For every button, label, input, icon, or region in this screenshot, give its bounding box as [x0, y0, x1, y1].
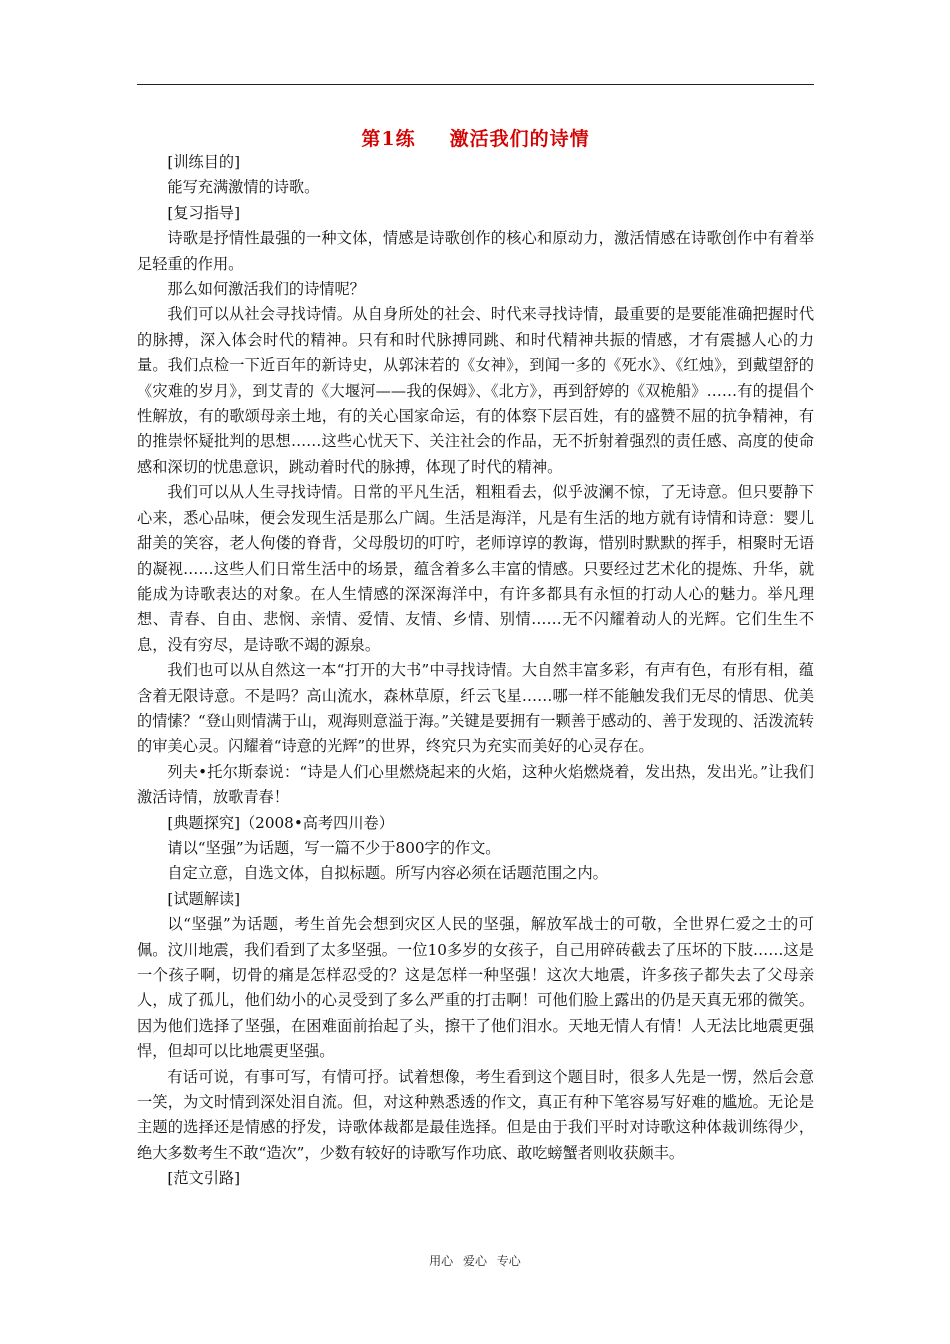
section-heading: [典题探究]（2008•高考四川卷） — [167, 813, 394, 832]
paragraph: 有话可说，有事可写，有情可抒。试着想像，考生看到这个题目时，很多人先是一愣，然后会意一笑，为文时情到深处泪自流。但，对这种熟悉透的作文，真正有种下笔容易写好难的尴尬。无论是主题的选择还是情感的抒发，诗歌体裁都是最佳选择。但是由于我们平时对诗歌这种体裁训练得少，绝大多数考生不敢“造次”，少数有较好的诗歌写作功底、敢吃螃蟹者则收获颇丰。 — [137, 1067, 814, 1162]
section-heading: [复习指导] — [167, 203, 240, 222]
paragraph: 请以“坚强”为话题，写一篇不少于800字的作文。 — [167, 838, 501, 857]
paragraph: 我们也可以从自然这一本“打开的大书”中寻找诗情。大自然丰富多彩，有声有色，有形有相，蕴含着无限诗意。不是吗？高山流水，森林草原，纤云飞星……哪一样不能触发我们无尽的情思、优美的情愫？“登山则情满于山，观海则意溢于海。”关键是要拥有一颗善于感动的、善于发现的、活泼流转的审美心灵。闪耀着“诗意的光辉”的世界，终究只为充实而美好的心灵存在。 — [137, 661, 814, 756]
paragraph: 我们可以从人生寻找诗情。日常的平凡生活，粗粗看去，似乎波澜不惊，了无诗意。但只要静下心来，悉心品味，便会发现生活是那么广阔。生活是海洋，凡是有生活的地方就有诗情和诗意：婴儿甜美的笑容，老人佝偻的脊背，父母殷切的叮咛，老师谆谆的教诲，惜别时默默的挥手，相聚时无语的凝视……这些人们日常生活中的场景，蕴含着多么丰富的情感。只要经过艺术化的提炼、升华，就能成为诗歌表达的对象。在人生情感的深深海洋中，有许多都具有永恒的打动人心的魅力。举凡理想、青春、自由、悲悯、亲情、爱情、友情、乡情、别情……无不闪耀着动人的光辉。它们生生不息，没有穷尽，是诗歌不竭的源泉。 — [137, 483, 814, 654]
body-text — [137, 150, 814, 1192]
paragraph: 诗歌是抒情性最强的一种文体，情感是诗歌创作的核心和原动力，激活情感在诗歌创作中有着举足轻重的作用。 — [137, 229, 814, 273]
paragraph: 我们可以从社会寻找诗情。从自身所处的社会、时代来寻找诗情，最重要的是要能准确把握时代的脉搏，深入体会时代的精神。只有和时代脉搏同跳、和时代精神共振的情感，才有震撼人心的力量。我们点检一下近百年的新诗史，从郭沫若的《女神》，到闻一多的《死水》、《红烛》，到戴望舒的《灾难的岁月》，到艾青的《大堰河——我的保姆》、《北方》，再到舒婷的《双桅船》……有的提倡个性解放，有的歌颂母亲土地，有的关心国家命运，有的体察下层百姓，有的盛赞不屈的抗争精神，有的推崇怀疑批判的思想……这些心忧天下、关注社会的作品，无不折射着强烈的责任感、高度的使命感和深切的忧患意识，跳动着时代的脉搏，体现了时代的精神。 — [137, 305, 814, 476]
section-heading: [范文引路] — [167, 1169, 240, 1188]
section-heading: [训练目的] — [167, 153, 240, 171]
section-heading: [试题解读] — [167, 889, 240, 908]
title-prefix: 第1练 — [361, 128, 416, 150]
header-rule — [137, 84, 814, 85]
title-main: 激活我们的诗情 — [449, 128, 590, 150]
paragraph: 自定立意，自选文体，自拟标题。所写内容必须在话题范围之内。 — [167, 864, 608, 883]
paragraph: 能写充满激情的诗歌。 — [167, 178, 320, 197]
page-title — [137, 124, 814, 151]
paragraph: 列夫•托尔斯泰说：“诗是人们心里燃烧起来的火焰，这种火焰燃烧着，发出热，发出光。”让我们激活诗情，放歌青春！ — [137, 762, 814, 807]
page-footer: 用心 爱心 专心 — [429, 1254, 521, 1268]
paragraph: 那么如何激活我们的诗情呢？ — [167, 280, 365, 299]
paragraph: 以“坚强”为话题，考生首先会想到灾区人民的坚强，解放军战士的可敬，全世界仁爱之士的可佩。汶川地震，我们看到了太多坚强。一位10多岁的女孩子，自己用碎砖截去了压坏的下肢……这是一个孩子啊，切骨的痛是怎样忍受的？这是怎样一种坚强！这次大地震，许多孩子都失去了父母亲人，成了孤儿，他们幼小的心灵受到了多么严重的打击啊！可他们脸上露出的仍是天真无邪的微笑。因为他们选择了坚强，在困难面前抬起了头，擦干了他们泪水。天地无情人有情！人无法比地震更强悍，但却可以比地震更坚强。 — [137, 915, 814, 1061]
